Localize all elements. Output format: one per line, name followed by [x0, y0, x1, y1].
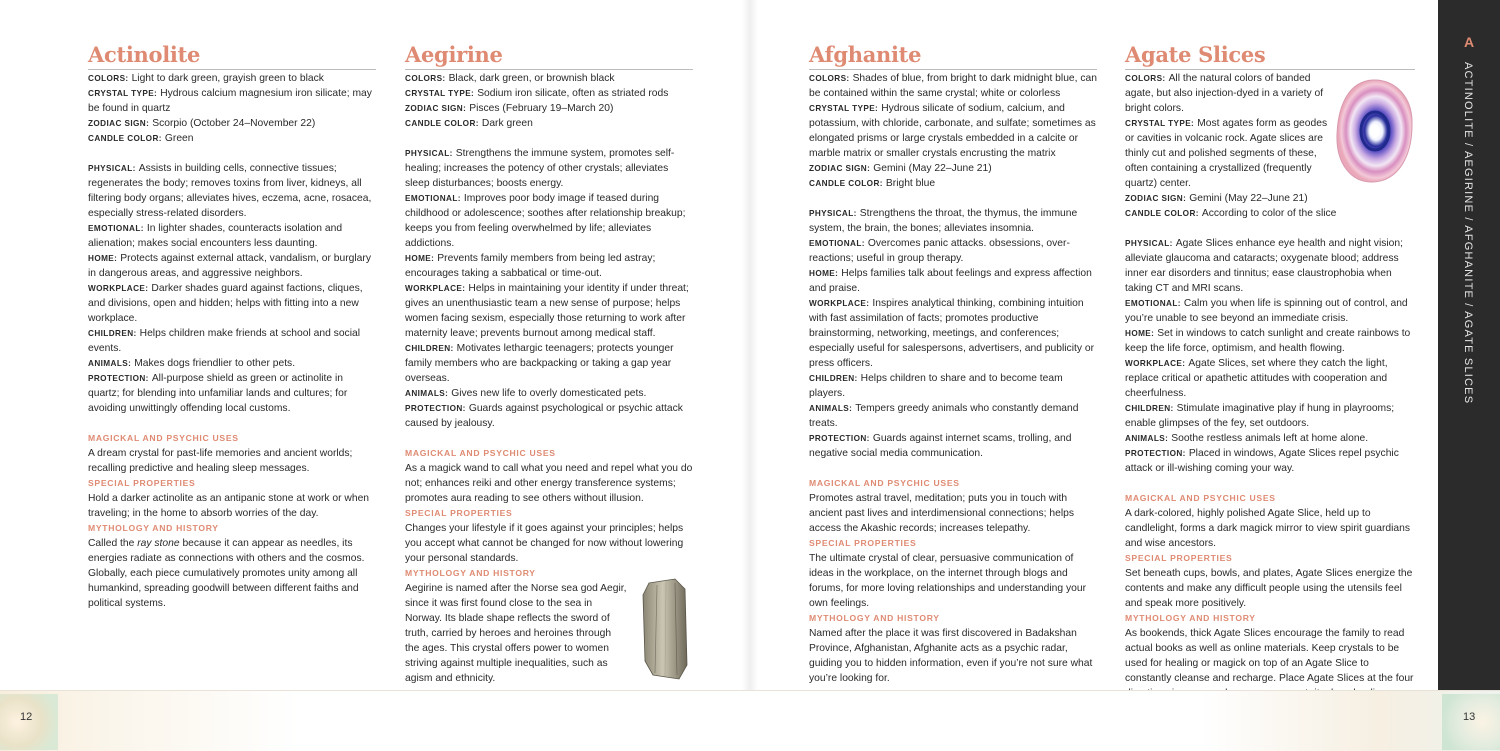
mythology-para: As bookends, thick Agate Slices encourage the family to read actual books as well as online materials. Keep crystals to be used for healing or magick on top of an Agate Slice to constantly cleanse and recharge. Place Agate Slices at the four	[1125, 628, 1414, 684]
animals-para: ANIMALS: Soothe restless animals left at home alone.	[1125, 433, 1369, 444]
mythology-para: Called the ray stone because it can appear as needles, its energies radiate as connections with others and the cosmos. Globally, each piece cumulatively promotes unity among all humankind, spreading goodwill between different faiths and political systems.	[88, 538, 365, 609]
crystal-type-line: CRYSTAL TYPE: Sodium iron silicate, often as striated rods	[405, 88, 669, 99]
zodiac-line: ZODIAC SIGN: Scorpio (October 24–November 22)	[88, 118, 316, 129]
section-magickal: MAGICKAL AND PSYCHIC USES	[405, 448, 556, 458]
chapter-index-text: ACTINOLITE / AEGIRINE / AFGHANITE / AGATE SLICES	[1462, 62, 1474, 405]
children-para: CHILDREN: Helps children make friends at school and social events.	[88, 328, 360, 354]
workplace-para: WORKPLACE: Darker shades guard against factions, cliques, and divisions, open and hidden; helps with fitting into a new workplace.	[88, 283, 363, 324]
section-special: SPECIAL PROPERTIES	[809, 538, 917, 548]
home-para: HOME: Protects against external attack, vandalism, or burglary in dangerous areas, and aggressive neighbors.	[88, 253, 371, 279]
home-para: HOME: Set in windows to catch sunlight and create rainbows to keep the life force, optimism, and health flowing.	[1125, 328, 1411, 354]
children-para: CHILDREN: Motivates lethargic teenagers; protects younger family members who are backpacking or taking a gap year overseas.	[405, 343, 674, 384]
emotional-para: EMOTIONAL: Overcomes panic attacks. obsessions, over-reactions; useful in group therapy.	[809, 238, 1070, 264]
entry-agate-slices	[1125, 42, 1415, 701]
protection-para: PROTECTION: All-purpose shield as green or actinolite in quartz; for blending into unfamiliar lands and cultures; for avoiding unwittingly offending local customs.	[88, 373, 348, 414]
entry-title: Afghanite	[809, 42, 1097, 70]
emotional-para: EMOTIONAL: Improves poor body image if teased during childhood or adolescence; soothes after relationship breakup; keeps you from feeling overwhelmed by life; alleviates addictions.	[405, 193, 686, 249]
workplace-para: WORKPLACE: Helps in maintaining your identity if under threat; gives an unenthusiastic team a new sense of purpose; helps women facing sexism, especially those returning to work after maternity leave; prevents burnout among medical staff.	[405, 283, 689, 339]
book-gutter	[742, 0, 758, 690]
physical-para: PHYSICAL: Strengthens the throat, the thymus, the immune system, the brain, the bones; alleviates insomnia.	[809, 208, 1078, 234]
entry-title: Agate Slices	[1125, 42, 1415, 70]
special-para: Changes your lifestyle if it goes against your principles; helps you accept what cannot be changed for now without lowering your personal standards.	[405, 523, 684, 564]
section-special: SPECIAL PROPERTIES	[1125, 553, 1233, 563]
zodiac-line: ZODIAC SIGN: Gemini (May 22–June 21)	[1125, 193, 1308, 204]
colors-line: COLORS: Black, dark green, or brownish black	[405, 73, 615, 84]
animals-para: ANIMALS: Tempers greedy animals who constantly demand treats.	[809, 403, 1079, 429]
home-para: HOME: Prevents family members from being led astray; encourages taking a sabbatical or time-out.	[405, 253, 656, 279]
entry-title: Aegirine	[405, 42, 693, 70]
section-mythology: MYTHOLOGY AND HISTORY	[809, 613, 940, 623]
section-mythology: MYTHOLOGY AND HISTORY	[405, 568, 536, 578]
agate-slice-image	[1333, 77, 1415, 185]
protection-para: PROTECTION: Placed in windows, Agate Slices repel psychic attack or ill-wishing coming your way.	[1125, 448, 1399, 474]
crystal-type-line: CRYSTAL TYPE: Hydrous silicate of sodium, calcium, and potassium, with chloride, carbonate, and sulfate; sometimes as elongated prisms or large crystals embedded in a calcite or marble matrix or smaller crystals encrusting the matrix	[809, 103, 1096, 159]
magickal-para: As a magick wand to call what you need and repel what you do not; enhances reiki and other energy transference systems; promotes aura reading to see others without illusion.	[405, 463, 693, 504]
entry-afghanite	[809, 42, 1097, 686]
aegirine-crystal-image	[635, 577, 693, 681]
page-number-left: 12	[20, 711, 33, 723]
section-magickal: MAGICKAL AND PSYCHIC USES	[88, 433, 239, 443]
page-footer	[0, 690, 1500, 751]
physical-para: PHYSICAL: Strengthens the immune system, promotes self-healing; increases the potency of other crystals; alleviates sleep disturbances; boosts energy.	[405, 148, 675, 189]
protection-para: PROTECTION: Guards against psychological or psychic attack caused by jealousy.	[405, 403, 683, 429]
children-para: CHILDREN: Helps children to share and to become team players.	[809, 373, 1063, 399]
page-number-right: 13	[1463, 711, 1476, 723]
special-para: The ultimate crystal of clear, persuasive communication of ideas in the workplace, on the internet through blogs and forums, for more loving relationships and understanding your own feelings.	[809, 553, 1087, 609]
section-special: SPECIAL PROPERTIES	[88, 478, 196, 488]
section-mythology: MYTHOLOGY AND HISTORY	[88, 523, 219, 533]
crystal-type-line: CRYSTAL TYPE: Hydrous calcium magnesium iron silicate; may be found in quartz	[88, 88, 372, 114]
physical-para: PHYSICAL: Assists in building cells, connective tissues; regenerates the body; removes toxins from liver, kidneys, all filtering body organs; alleviates hives, eczema, acne, rosacea, especially stress-related disorders.	[88, 163, 372, 219]
animals-para: ANIMALS: Makes dogs friendlier to other pets.	[88, 358, 296, 369]
zodiac-line: ZODIAC SIGN: Pisces (February 19–March 20)	[405, 103, 614, 114]
physical-para: PHYSICAL: Agate Slices enhance eye health and night vision; alleviate glaucoma and cataracts; oxygenate blood; address inner ear disorders and tinnitus; ease claustrophobia when taking CT and MRI scans.	[1125, 238, 1403, 294]
special-para: Set beneath cups, bowls, and plates, Agate Slices energize the contents and make any difficult people using the utensils feel and speak more positively.	[1125, 568, 1413, 609]
magickal-para: A dream crystal for past-life memories and ancient worlds; recalling predictive and healing sleep messages.	[88, 448, 353, 474]
zodiac-line: ZODIAC SIGN: Gemini (May 22–June 21)	[809, 163, 992, 174]
candle-line: CANDLE COLOR: Dark green	[405, 118, 533, 129]
crystal-type-line: CRYSTAL TYPE: Most agates form as geodes or cavities in volcanic rock. Agate slices are thinly cut and polished segments of these, often containing a crystallized (frequently quartz) center.	[1125, 118, 1328, 189]
workplace-para: WORKPLACE: Inspires analytical thinking, combining intuition with fast assimilation of facts; promotes productive brainstorming, networking, meetings, and conferences; especially useful for salespersons, advertisers, and publicity or press officers.	[809, 298, 1095, 369]
section-magickal: MAGICKAL AND PSYCHIC USES	[809, 478, 960, 488]
candle-line: CANDLE COLOR: According to color of the slice	[1125, 208, 1337, 219]
entry-aegirine	[405, 42, 693, 686]
workplace-para: WORKPLACE: Agate Slices, set where they catch the light, replace critical or apathetic attitudes with cooperation and cheerfulness.	[1125, 358, 1388, 399]
home-para: HOME: Helps families talk about feelings and express affection and praise.	[809, 268, 1092, 294]
children-para: CHILDREN: Stimulate imaginative play if hung in playrooms; enable glimpses of the fey, set outdoors.	[1125, 403, 1395, 429]
candle-line: CANDLE COLOR: Green	[88, 133, 194, 144]
chapter-spine-tab	[1438, 0, 1500, 690]
colors-line: COLORS: All the natural colors of banded agate, but also injection-dyed in a variety of bright colors.	[1125, 73, 1324, 114]
mythology-para: Named after the place it was first discovered in Badakshan Province, Afghanistan, Afghanite acts as a psychic radar, guiding you to hidden information, even if you’re not sure what you’re looking for.	[809, 628, 1093, 684]
animals-para: ANIMALS: Gives new life to overly domesticated pets.	[405, 388, 647, 399]
entry-title: Actinolite	[88, 42, 376, 70]
colors-line: COLORS: Light to dark green, grayish green to black	[88, 73, 324, 84]
candle-line: CANDLE COLOR: Bright blue	[809, 178, 936, 189]
colors-line: COLORS: Shades of blue, from bright to dark midnight blue, can be contained within the same crystal; white or colorless	[809, 73, 1097, 99]
mythology-para: Aegirine is named after the Norse sea god Aegir, since it was first found close to the sea in Norway. Its blade shape reflects the sword of truth, carried by heroes and heroines through the ages. This crystal offers power to women striving against multiple inequalities, such as agism and ethnicity.	[405, 583, 627, 684]
section-special: SPECIAL PROPERTIES	[405, 508, 513, 518]
emotional-para: EMOTIONAL: In lighter shades, counteracts isolation and alienation; makes social encounters less daunting.	[88, 223, 343, 249]
protection-para: PROTECTION: Guards against internet scams, trolling, and negative social media communication.	[809, 433, 1072, 459]
entry-actinolite	[88, 42, 376, 611]
chapter-letter: A	[1463, 34, 1475, 50]
magickal-para: Promotes astral travel, meditation; puts you in touch with ancient past lives and interdimensional connections; helps access the Akashic records; increases telepathy.	[809, 493, 1075, 534]
special-para: Hold a darker actinolite as an antipanic stone at work or when traveling; in the home to absorb worries of the day.	[88, 493, 370, 519]
section-magickal: MAGICKAL AND PSYCHIC USES	[1125, 493, 1276, 503]
magickal-para: A dark-colored, highly polished Agate Slice, held up to candlelight, forms a dark magick mirror to view spirit guardians and wise ancestors.	[1125, 508, 1410, 549]
emotional-para: EMOTIONAL: Calm you when life is spinning out of control, and you’re unable to see beyond an immediate crisis.	[1125, 298, 1408, 324]
section-mythology: MYTHOLOGY AND HISTORY	[1125, 613, 1256, 623]
